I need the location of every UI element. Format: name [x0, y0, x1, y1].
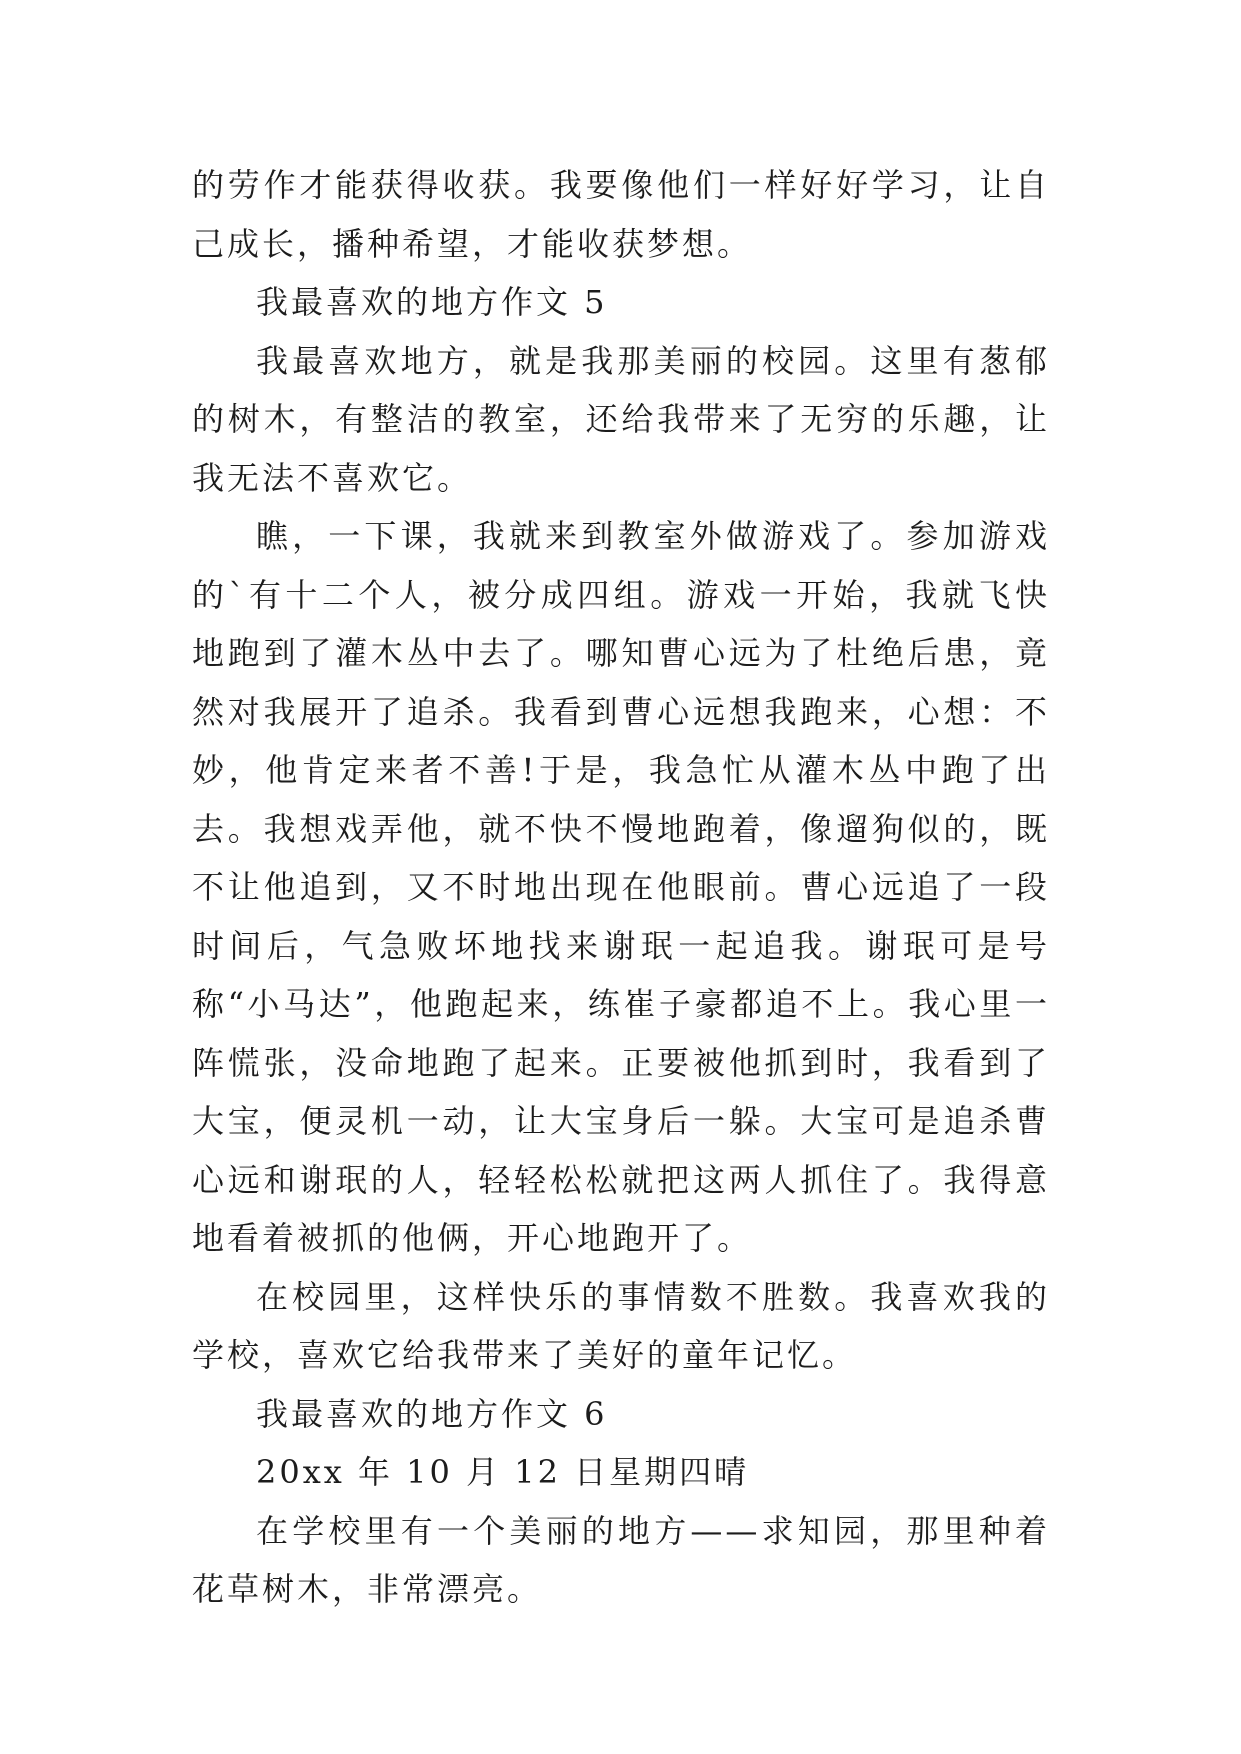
paragraph: 在校园里，这样快乐的事情数不胜数。我喜欢我的学校，喜欢它给我带来了美好的童年记忆。: [192, 1277, 1050, 1374]
paragraph-continuation: 的劳作才能获得收获。我要像他们一样好好学习，让自己成长，播种希望，才能收获梦想。: [192, 166, 1050, 263]
paragraph: 瞧，一下课，我就来到教室外做游戏了。参加游戏的`有十二个人，被分成四组。游戏一开始，我就飞快地跑到了灌木丛中去了。哪知曹心远为了杜绝后患，竟然对我展开了追杀。我看到曹心远想我跑来，心想：不妙，他肯定来者不善!于是，我急忙从灌木丛中跑了出去。我想戏弄他，就不快不慢地跑着，像遛狗似的，既不让他追到，又不时地出现在他眼前。曹心远追了一段时间后，气急败坏地找来谢珉一起追我。谢珉可是号称“小马达”，他跑起来，练崔子豪都追不上。我心里一阵慌张，没命地跑了起来。正要被他抓到时，我看到了大宝，便灵机一动，让大宝身后一躲。大宝可是追杀曹心远和谢珉的人，轻轻松松就把这两人抓住了。我得意地看着被抓的他俩，开心地跑开了。: [192, 517, 1050, 1257]
document-body: [192, 156, 1050, 1619]
essay-heading-5: 我最喜欢的地方作文 5: [256, 283, 608, 321]
paragraph: 在学校里有一个美丽的地方——求知园，那里种着花草树木，非常漂亮。: [192, 1511, 1050, 1608]
diary-date-line: 20xx 年 10 月 12 日星期四晴: [256, 1453, 750, 1491]
essay-heading-6: 我最喜欢的地方作文 6: [256, 1394, 608, 1433]
paragraph: 我最喜欢地方，就是我那美丽的校园。这里有葱郁的树木，有整洁的教室，还给我带来了无穷的乐趣，让我无法不喜欢它。: [192, 341, 1050, 497]
